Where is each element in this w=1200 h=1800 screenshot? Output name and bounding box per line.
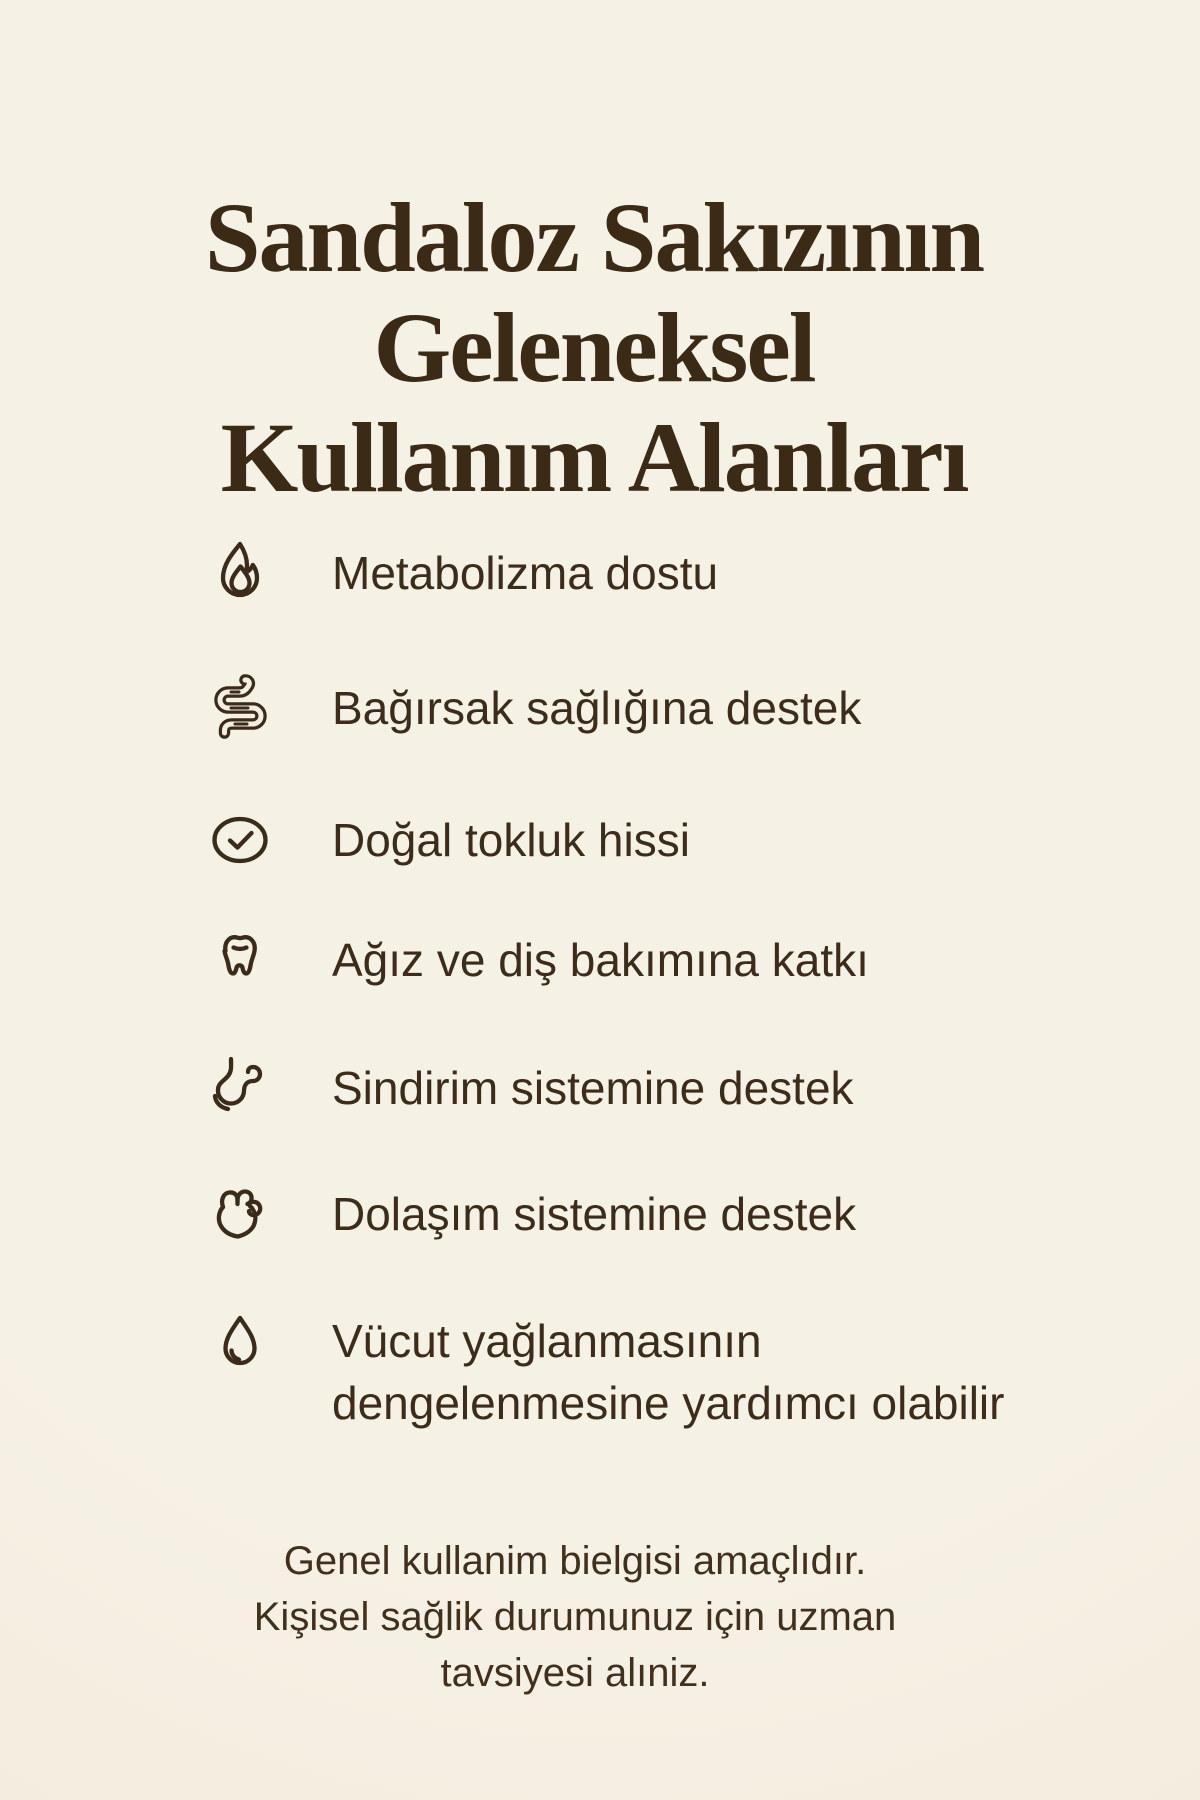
- list-item-gut: [204, 672, 861, 744]
- check-circle-icon: [204, 804, 276, 876]
- list-item-metabolism: [204, 537, 718, 609]
- list-item-body-fat: [204, 1310, 1004, 1434]
- intestine-icon: [204, 672, 276, 744]
- list-item-label-line: dengelenmesine yardımcı olabilir: [332, 1377, 1005, 1429]
- page-title-line: Sandaloz Sakızının: [204, 182, 984, 293]
- list-item-label: Ağız ve diş bakımına katkı: [332, 934, 869, 986]
- disclaimer-line: tavsiyesi alıniz.: [440, 1651, 710, 1695]
- drop-icon: [204, 1310, 276, 1382]
- list-item-label-line: Vücut yağlanmasının: [332, 1315, 762, 1367]
- flame-icon: [204, 537, 276, 609]
- heart-icon: [204, 1178, 276, 1250]
- disclaimer-line: Kişisel sağlik durumunuz için uzman: [253, 1595, 897, 1639]
- tooth-icon: [204, 924, 276, 996]
- page-title: [0, 183, 1188, 513]
- stomach-icon: [204, 1052, 276, 1124]
- list-item-circulation: [204, 1178, 856, 1250]
- list-item-label: Bağırsak sağlığına destek: [332, 682, 862, 734]
- page-title-line: Geleneksel: [373, 292, 815, 403]
- list-item-label: Metabolizma dostu: [332, 547, 719, 599]
- list-item-label: Dolaşım sistemine destek: [332, 1188, 857, 1240]
- disclaimer-text: [0, 1533, 1150, 1701]
- list-item-digestion: [204, 1052, 854, 1124]
- list-item-label: Doğal tokluk hissi: [332, 814, 690, 866]
- list-item-satiety: [204, 804, 690, 876]
- list-item-dental: [204, 924, 869, 996]
- disclaimer-line: Genel kullanim bielgisi amaçlıdır.: [283, 1539, 867, 1583]
- page-title-line: Kullanım Alanları: [220, 402, 968, 513]
- list-item-label: [332, 1310, 1004, 1434]
- list-item-label: Sindirim sistemine destek: [332, 1062, 854, 1114]
